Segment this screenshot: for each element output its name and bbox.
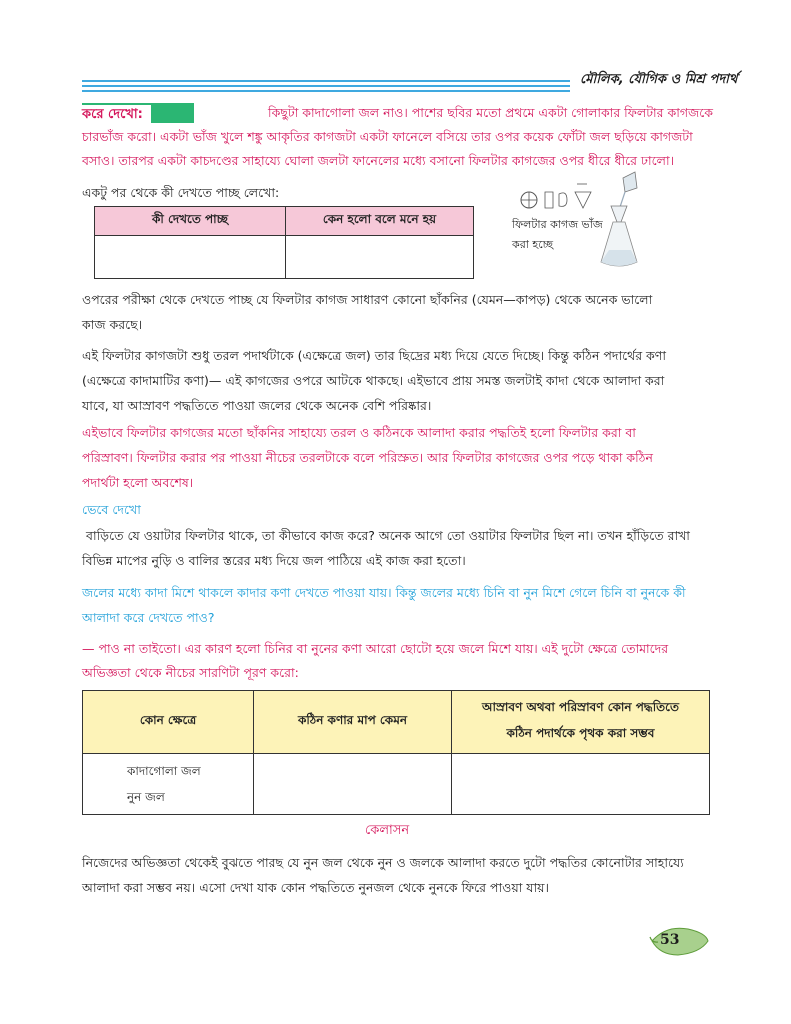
para2-line1: এই ফিলটার কাগজটা শুধু তরল পদার্থটাকে (এক্ষেত্রে জল) তার ছিদ্রের মধ্য দিয়ে যেতে দিচ্ছে। কিন্তু কঠিন পদার্থের কণা xyxy=(82,348,666,363)
table1-header-why: কেন হলো বলে মনে হয় xyxy=(286,207,474,236)
table2-row-muddy-water: কাদাগোলা জল xyxy=(127,764,201,778)
table2-header-size: কঠিন কণার মাপ কেমন xyxy=(254,691,452,754)
observe-prompt: একটু পর থেকে কী দেখতে পাচ্ছ লেখো: xyxy=(82,185,280,200)
para3-line1: এইভাবে ফিলটার কাগজের মতো ছাঁকনির সাহায্যে তরল ও কঠিনকে আলাদা করার পদ্ধতিই হলো ফিলটার করা বা xyxy=(82,425,636,440)
activity-label-block xyxy=(82,103,194,123)
table2-header-method-line1: আস্রাবণ অথবা পরিস্রাবণ কোন পদ্ধতিতে xyxy=(482,700,679,714)
figure-caption-line1: ফিলটার কাগজ ভাঁজ xyxy=(512,218,603,231)
separation-table xyxy=(82,690,710,815)
para3-line2: পরিস্রাবণ। ফিলটার করার পর পাওয়া নীচের তরলটাকে বলে পরিস্রুত। আর ফিলটার কাগজের ওপর পড়ে থাকা কঠিন xyxy=(82,450,653,465)
chapter-title: মৌলিক, যৌগিক ও মিশ্র পদার্থ xyxy=(580,72,738,87)
para2-line2: (এক্ষেত্রে কাদামাটির কণা)— এই কাগজের ওপরে আটকে থাকছে। এইভাবে প্রায় সমস্ত জলটাই কাদা থেকে আলাদা করা xyxy=(82,373,665,388)
think-label: ভেবে দেখো xyxy=(82,502,141,517)
section-line2: আলাদা করা সম্ভব নয়। এসো দেখা যাক কোন পদ্ধতিতে নুনজল থেকে নুনকে ফিরে পাওয়া যায়। xyxy=(82,880,549,895)
para5-line1: — পাও না তাইতো। এর কারণ হলো চিনির বা নুনের কণা আরো ছোটো হয়ে জলে মিশে যায়। এই দুটো ক্ষেত্রে তোমাদের xyxy=(82,641,669,656)
observation-table xyxy=(94,206,474,279)
activity-label: করে দেখো: xyxy=(82,105,151,125)
table2-header-method-line2: কঠিন পদার্থকে পৃথক করা সম্ভব xyxy=(506,726,655,740)
table2-cell[interactable] xyxy=(452,754,710,815)
activity-text-line1: কিছুটা কাদাগোলা জল নাও। পাশের ছবির মতো প্রথমে একটা গোলাকার ফিলটার কাগজকে xyxy=(268,105,713,120)
para2-line3: যাবে, যা আস্রাবণ পদ্ধতিতে পাওয়া জলের থেকে অনেক বেশি পরিষ্কার। xyxy=(82,398,432,413)
funnel-icon xyxy=(611,206,627,222)
section-heading: কেলাসন xyxy=(365,823,410,838)
pouring-beaker-icon xyxy=(623,172,637,192)
header-rule xyxy=(82,80,570,96)
para4-line2: আলাদা করে দেখতে পাও? xyxy=(82,610,215,625)
table2-header-method xyxy=(452,691,710,754)
para3-line3: পদার্থটা হলো অবশেষ। xyxy=(82,475,194,490)
think-line2: বিভিন্ন মাপের নুড়ি ও বালির স্তরের মধ্য দিয়ে জল পাঠিয়ে এই কাজ করা হতো। xyxy=(82,553,466,568)
page-number: 53 xyxy=(660,932,680,948)
table2-header-case: কোন ক্ষেত্রে xyxy=(83,691,254,754)
para1-line1: ওপরের পরীক্ষা থেকে দেখতে পাচ্ছ যে ফিলটার কাগজ সাধারণ কোনো ছাঁকনির (যেমন—কাপড়) থেকে অনেক ভালো xyxy=(82,292,653,307)
table2-row-salt-water: নুন জল xyxy=(127,790,165,804)
section-line1: নিজেদের অভিজ্ঞতা থেকেই বুঝতে পারছ যে নুন জল থেকে নুন ও জলকে আলাদা করতে দুটো পদ্ধতির কোনোটার সাহায্যে xyxy=(82,855,684,870)
para1-line2: কাজ করছে। xyxy=(82,317,143,332)
table1-cell[interactable] xyxy=(286,236,474,279)
table1-cell[interactable] xyxy=(95,236,286,279)
para4-line1: জলের মধ্যে কাদা মিশে থাকলে কাদার কণা দেখতে পাওয়া যায়। কিন্তু জলের মধ্যে চিনি বা নুন মিশে গেলে চিনি বা নুনকে কী xyxy=(82,585,686,600)
folded-quarter-icon xyxy=(559,193,567,207)
activity-text-line3: বসাও। তারপর একটা কাচদণ্ডের সাহায্যে ঘোলা জলটা ফানেলের মধ্যে বসানো ফিলটার কাগজের ওপর ধীরে ধীরে ঢালো। xyxy=(82,153,675,168)
table1-header-see: কী দেখতে পাচ্ছ xyxy=(95,207,286,236)
table2-cell[interactable] xyxy=(254,754,452,815)
table2-row-labels xyxy=(83,754,254,815)
activity-text-line2: চারভাঁজ করো। একটা ভাঁজ খুলে শঙ্কু আকৃতির কাগজটা একটা ফানেলে বসিয়ে তার ওপর কয়েক ফোঁটা জল ছড়িয়ে কাগজটা xyxy=(82,129,693,144)
cone-paper-icon xyxy=(575,192,591,208)
para5-line2: অভিজ্ঞতা থেকে নীচের সারণিটা পূরণ করো: xyxy=(82,665,299,680)
think-line1: বাড়িতে যে ওয়াটার ফিলটার থাকে, তা কীভাবে কাজ করে? অনেক আগে তো ওয়াটার ফিলটার ছিল না। তখন হাঁড়িতে রাখা xyxy=(86,528,690,543)
folded-paper-icon xyxy=(545,192,553,208)
figure-caption-line2: করা হচ্ছে xyxy=(512,238,554,251)
